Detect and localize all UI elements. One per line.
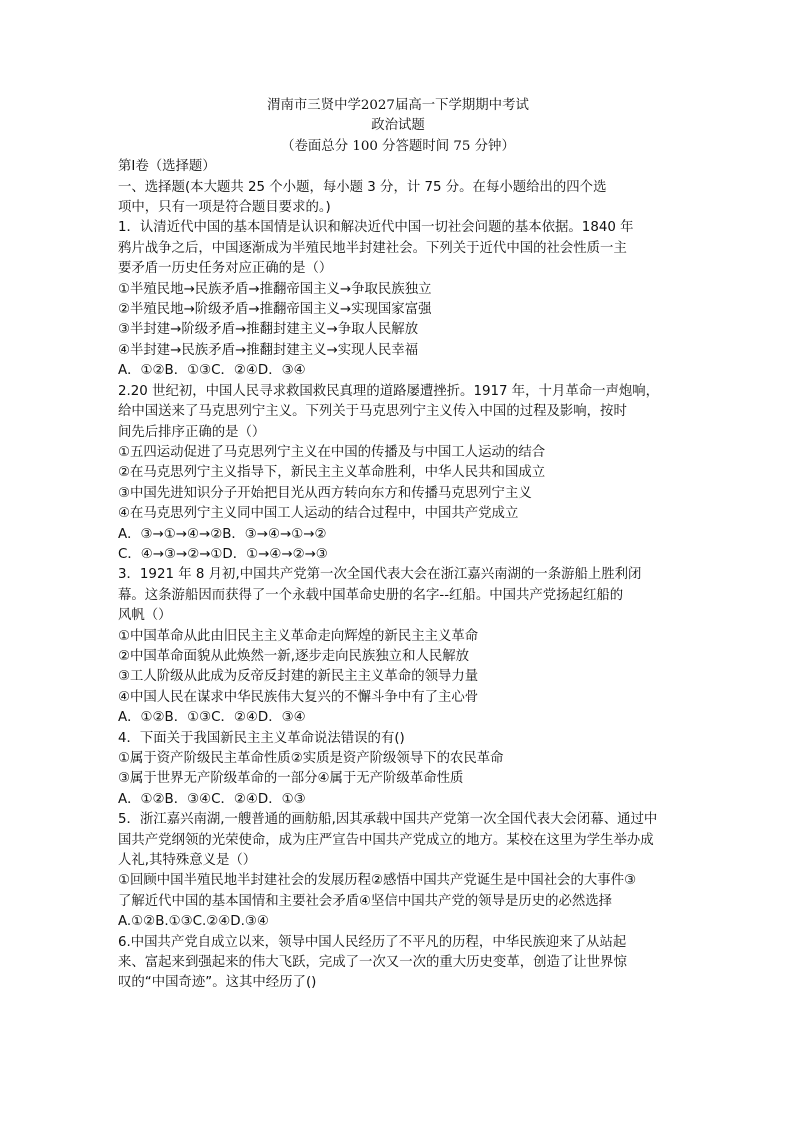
question-stem-line: 要矛盾一历史任务对应正确的是（） bbox=[118, 261, 333, 277]
question-statement: ④中国人民在谋求中华民族伟大复兴的不懈斗争中有了主心骨 bbox=[118, 689, 479, 705]
question-stem-line: 给中国送来了马克思列宁主义。下列关于马克思列宁主义传入中国的过程及影响，按时 bbox=[118, 404, 627, 420]
question-stem-line: 来、富起来到强起来的伟大飞跃，完成了一次又一次的重大历史变革，创造了让世界惊 bbox=[118, 955, 627, 971]
section-instruction-line2: 项中，只有一项是符合题目要求的。) bbox=[118, 200, 331, 216]
question-statement: ③半封建→阶级矛盾→推翻封建主义→争取人民解放 bbox=[118, 322, 419, 338]
question-statement: ①半殖民地→民族矛盾→推翻帝国主义→争取民族独立 bbox=[118, 281, 432, 297]
answer-choices[interactable]: A．①②B．③④C．②④D．①③ bbox=[118, 791, 306, 807]
exam-page bbox=[118, 96, 678, 994]
question-stem-line: 鸦片战争之后，中国逐渐成为半殖民地半封建社会。下列关于近代中国的社会性质一主 bbox=[118, 240, 627, 256]
question-stem-line: 1．认清近代中国的基本国情是认识和解决近代中国一切社会问题的基本依据。1840 年 bbox=[118, 220, 634, 236]
question-statement: ③工人阶级从此成为反帝反封建的新民主主义革命的领导力量 bbox=[118, 669, 479, 685]
question-stem-line: 国共产党纲领的光荣使命，成为庄严宣告中国共产党成立的地方。某校在这里为学生举办成 bbox=[118, 832, 654, 848]
answer-choices[interactable]: A．①②B．①③C．②④D．③④ bbox=[118, 710, 306, 726]
question-stem-line: 风帆（） bbox=[118, 608, 172, 624]
question-stem-line: 4．下面关于我国新民主主义革命说法错误的有() bbox=[118, 730, 405, 746]
question-statement: ①中国革命从此由旧民主主义革命走向辉煌的新民主主义革命 bbox=[118, 628, 479, 644]
question-statement: ①回顾中国半殖民地半封建社会的发展历程②感悟中国共产党诞生是中国社会的大事件③ bbox=[118, 873, 637, 889]
answer-choices[interactable]: A．①②B．①③C．②④D．③④ bbox=[118, 363, 306, 379]
question-stem-line: 2.20 世纪初，中国人民寻求救国救民真理的道路屡遭挫折。1917 年，十月革命一声炮响， bbox=[118, 383, 660, 399]
question-statement: ①五四运动促进了马克思列宁主义在中国的传播及与中国工人运动的结合 bbox=[118, 444, 546, 460]
answer-choices[interactable]: A．③→①→④→②B．③→④→①→② bbox=[118, 526, 327, 542]
section-instruction-line1: 一、选择题(本大题共 25 个小题，每小题 3 分，计 75 分。在每小题给出的四个选 bbox=[118, 179, 607, 195]
exam-title: 渭南市三贤中学2027届高一下学期期中考试 bbox=[267, 98, 529, 113]
question-block bbox=[118, 382, 678, 566]
question-statement: ④在马克思列宁主义同中国工人运动的结合过程中，中国共产党成立 bbox=[118, 506, 519, 522]
question-statement: 了解近代中国的基本国情和主要社会矛盾④坚信中国共产党的领导是历史的必然选择 bbox=[118, 893, 613, 909]
question-block bbox=[118, 933, 678, 994]
question-statement: ②在马克思列宁主义指导下，新民主主义革命胜利，中华人民共和国成立 bbox=[118, 465, 546, 481]
question-block bbox=[118, 218, 678, 381]
question-stem-line: 5．浙江嘉兴南湖,一艘普通的画舫船,因其承载中国共产党第一次全国代表大会闭幕、通过中 bbox=[118, 812, 658, 828]
question-statement: ③属于世界无产阶级革命的一部分④属于无产阶级革命性质 bbox=[118, 771, 464, 787]
question-statement: ①属于资产阶级民主革命性质②实质是资产阶级领导下的农民革命 bbox=[118, 751, 504, 766]
question-stem-line: 叹的“中国奇迹”。这其中经历了() bbox=[118, 975, 317, 991]
question-stem-line: 人礼,其特殊意义是（） bbox=[118, 853, 257, 869]
question-stem-line: 间先后排序正确的是（） bbox=[118, 424, 266, 440]
question-stem-line: 3．1921 年 8 月初,中国共产党第一次全国代表大会在浙江嘉兴南湖的一条游船上胜利闭 bbox=[118, 567, 642, 583]
section-part: 第Ⅰ卷（选择题） bbox=[118, 159, 216, 175]
question-list bbox=[118, 218, 678, 993]
question-stem-line: 6.中国共产党自成立以来，领导中国人民经历了不平凡的历程，中华民族迎来了从站起 bbox=[118, 934, 627, 950]
exam-note: （卷面总分 100 分答题时间 75 分钟） bbox=[281, 138, 515, 154]
answer-choices[interactable]: C．④→③→②→①D．①→④→②→③ bbox=[118, 546, 328, 562]
question-statement: ②中国革命面貌从此焕然一新,逐步走向民族独立和人民解放 bbox=[118, 648, 470, 664]
question-statement: ②半殖民地→阶级矛盾→推翻帝国主义→实现国家富强 bbox=[118, 302, 432, 318]
answer-choices[interactable]: A.①②B.①③C.②④D.③④ bbox=[118, 914, 269, 930]
question-statement: ④半封建→民族矛盾→推翻封建主义→实现人民幸福 bbox=[118, 342, 419, 358]
question-statement: ③中国先进知识分子开始把目光从西方转向东方和传播马克思列宁主义 bbox=[118, 485, 532, 501]
exam-subject: 政治试题 bbox=[371, 118, 425, 134]
question-block bbox=[118, 810, 678, 932]
question-block bbox=[118, 729, 678, 811]
exam-header bbox=[118, 96, 678, 157]
question-block bbox=[118, 565, 678, 728]
question-stem-line: 幕。这条游船因而获得了一个永载中国革命史册的名字--红船。中国共产党扬起红船的 bbox=[118, 587, 624, 603]
